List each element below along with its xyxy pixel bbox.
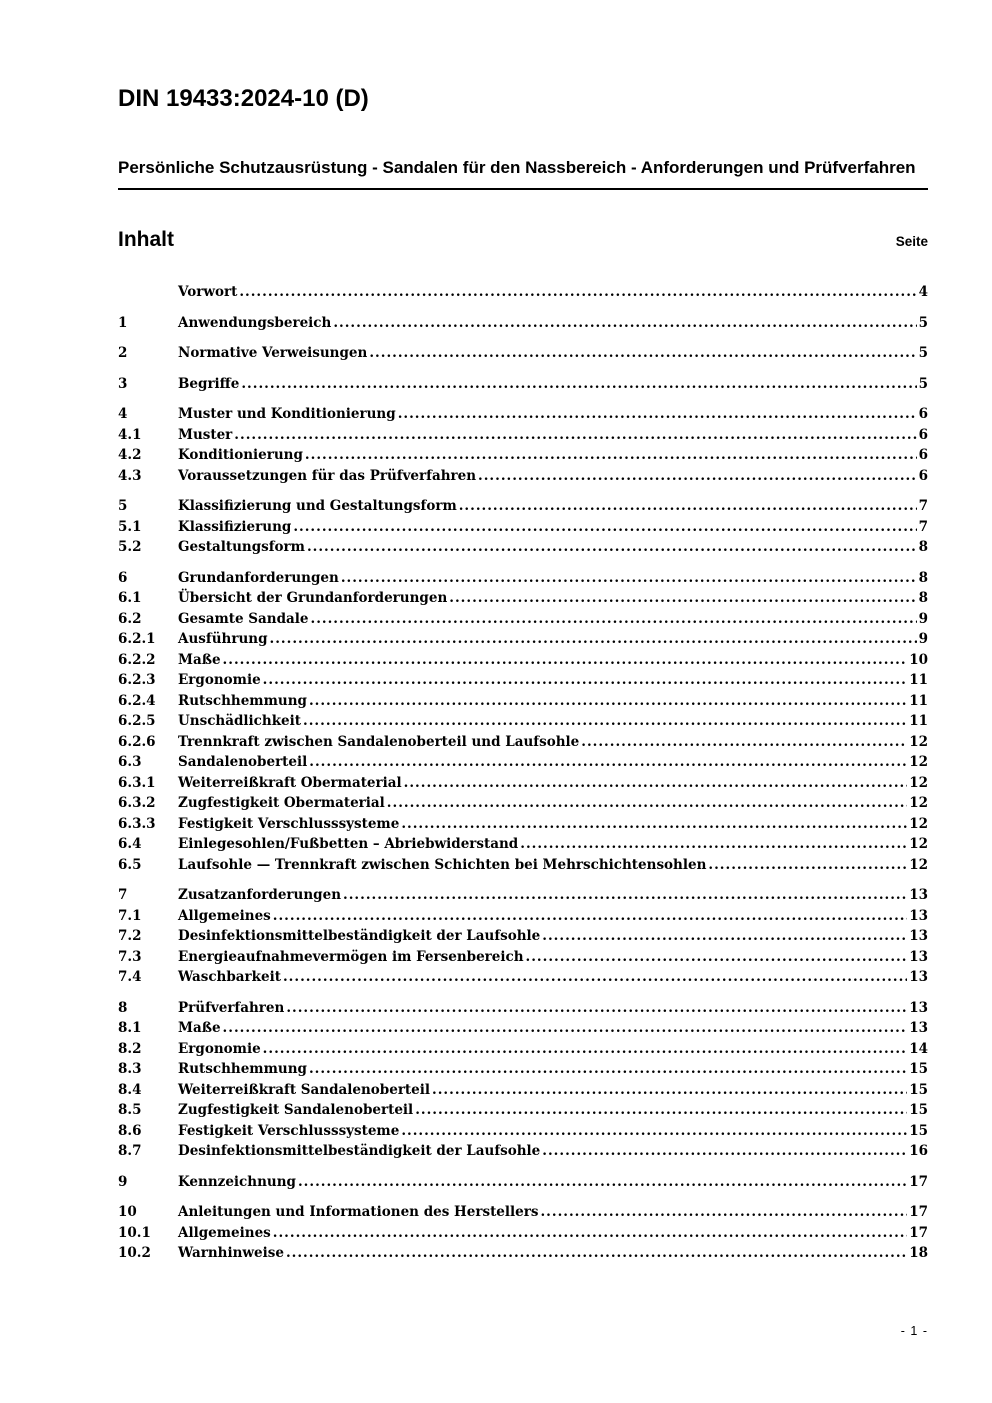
toc-entry	[118, 1141, 928, 1162]
toc-entry-number: 7.1	[118, 907, 142, 924]
toc-entry	[118, 752, 928, 773]
toc-entry-dot-leader	[283, 967, 907, 988]
toc-entry	[118, 588, 928, 609]
toc-entry-page: 17	[909, 1204, 928, 1221]
toc-entry-title: Anleitungen und Informationen des Herstellers	[178, 1204, 539, 1221]
toc-entry-number: 4.3	[118, 467, 142, 484]
toc-entry-page: 13	[909, 887, 928, 904]
toc-entry-page: 8	[918, 590, 928, 607]
toc-entry-page: 8	[918, 569, 928, 586]
toc-entry	[118, 568, 928, 589]
toc-entry-number: 8.3	[118, 1061, 142, 1078]
toc-entry-dot-leader	[343, 885, 907, 906]
toc-entry-dot-leader	[404, 773, 908, 794]
toc-entry-number: 8.2	[118, 1040, 142, 1057]
toc-entry-page: 11	[909, 692, 928, 709]
toc-entry	[118, 650, 928, 671]
toc-entry-dot-leader	[449, 588, 916, 609]
toc-entry	[118, 629, 928, 650]
toc-entry	[118, 313, 928, 334]
toc-entry-title: Allgemeines	[178, 907, 271, 924]
toc-entry	[118, 926, 928, 947]
toc-entry-number: 6.2.5	[118, 713, 156, 730]
toc-entry-title: Grundanforderungen	[178, 569, 339, 586]
toc-entry-number: 6.2.6	[118, 733, 156, 750]
toc-entry-dot-leader	[239, 282, 916, 303]
toc-entry-title: Sandalenoberteil	[178, 754, 308, 771]
toc-entry-dot-leader	[341, 568, 917, 589]
title-divider	[118, 188, 928, 190]
toc-entry	[118, 855, 928, 876]
toc-entry-title: Ergonomie	[178, 1040, 261, 1057]
toc-entry-title: Zugfestigkeit Obermaterial	[178, 795, 385, 812]
toc-entry-number: 8.5	[118, 1102, 142, 1119]
toc-entry-dot-leader	[298, 1172, 907, 1193]
toc-entry	[118, 691, 928, 712]
toc-entry-page: 16	[909, 1143, 928, 1160]
toc-entry-number: 6.2.4	[118, 692, 156, 709]
toc-entry	[118, 1100, 928, 1121]
toc-entry-title: Festigkeit Verschlusssysteme	[178, 1122, 400, 1139]
toc-entry	[118, 773, 928, 794]
toc-entry-dot-leader	[263, 1039, 908, 1060]
toc-entry-page: 17	[909, 1224, 928, 1241]
toc-entry-title: Zugfestigkeit Sandalenoberteil	[178, 1102, 414, 1119]
toc-entry	[118, 885, 928, 906]
toc-entry	[118, 1121, 928, 1142]
toc-entry-dot-leader	[307, 537, 917, 558]
toc-entry	[118, 425, 928, 446]
toc-entry	[118, 998, 928, 1019]
toc-entry-number: 4.2	[118, 447, 142, 464]
toc-entry-number: 3	[118, 375, 128, 392]
toc-entry-page: 15	[909, 1081, 928, 1098]
toc-entry-number: 6.2	[118, 610, 142, 627]
toc-entry	[118, 466, 928, 487]
toc-entry-page: 12	[909, 856, 928, 873]
toc-entry-dot-leader	[520, 834, 907, 855]
toc-entry	[118, 711, 928, 732]
table-of-contents	[118, 282, 928, 1264]
toc-entry-number: 5.2	[118, 539, 142, 556]
toc-entry-page: 15	[909, 1102, 928, 1119]
toc-entry-title: Konditionierung	[178, 447, 303, 464]
toc-entry-title: Voraussetzungen für das Prüfverfahren	[178, 467, 477, 484]
toc-entry	[118, 445, 928, 466]
toc-entry-title: Festigkeit Verschlusssysteme	[178, 815, 400, 832]
toc-entry	[118, 1080, 928, 1101]
toc-entry-number: 10.1	[118, 1224, 151, 1241]
toc-entry-number: 2	[118, 345, 128, 362]
toc-entry-title: Rutschhemmung	[178, 1061, 307, 1078]
toc-entry-dot-leader	[311, 609, 917, 630]
toc-entry-title: Weiterreißkraft Sandalenoberteil	[178, 1081, 431, 1098]
toc-entry-number: 6.3	[118, 754, 142, 771]
toc-entry-title: Einlegesohlen/Fußbetten – Abriebwiderstand	[178, 836, 519, 853]
toc-entry-title: Waschbarkeit	[178, 969, 281, 986]
toc-entry-page: 12	[909, 733, 928, 750]
toc-entry-page: 6	[918, 447, 928, 464]
toc-entry-number: 1	[118, 314, 128, 331]
toc-entry-title: Allgemeines	[178, 1224, 271, 1241]
toc-entry-number: 6.3.3	[118, 815, 156, 832]
toc-heading: Inhalt	[118, 228, 174, 252]
toc-entry-title: Begriffe	[178, 375, 240, 392]
toc-entry-title: Maße	[178, 651, 221, 668]
toc-entry	[118, 814, 928, 835]
toc-entry-number: 6	[118, 569, 128, 586]
toc-entry-dot-leader	[459, 496, 917, 517]
toc-entry-title: Klassifizierung	[178, 518, 292, 535]
toc-entry-number: 4	[118, 406, 128, 423]
toc-entry-title: Muster und Konditionierung	[178, 406, 396, 423]
toc-entry-dot-leader	[273, 906, 907, 927]
toc-entry	[118, 1059, 928, 1080]
toc-entry-dot-leader	[223, 650, 908, 671]
toc-entry-page: 9	[918, 631, 928, 648]
toc-entry-number: 5.1	[118, 518, 142, 535]
toc-entry-title: Desinfektionsmittelbeständigkeit der Laufsohle	[178, 928, 541, 945]
toc-entry-dot-leader	[234, 425, 916, 446]
toc-entry-page: 13	[909, 907, 928, 924]
toc-entry-dot-leader	[401, 1121, 907, 1142]
toc-entry-title: Prüfverfahren	[178, 999, 285, 1016]
toc-entry-page: 7	[918, 498, 928, 515]
toc-entry-number: 6.4	[118, 836, 142, 853]
toc-entry-page: 5	[918, 314, 928, 331]
toc-entry-page: 12	[909, 754, 928, 771]
toc-entry-title: Warnhinweise	[178, 1245, 284, 1262]
toc-entry-dot-leader	[309, 691, 907, 712]
toc-entry-page: 13	[909, 928, 928, 945]
toc-entry-page: 4	[918, 284, 928, 301]
toc-entry	[118, 609, 928, 630]
toc-entry	[118, 1223, 928, 1244]
toc-entry	[118, 404, 928, 425]
toc-entry-title: Weiterreißkraft Obermaterial	[178, 774, 402, 791]
toc-entry-number: 7.3	[118, 948, 142, 965]
toc-entry-dot-leader	[708, 855, 907, 876]
toc-entry-dot-leader	[305, 445, 917, 466]
toc-entry-title: Muster	[178, 426, 233, 443]
toc-entry-title: Trennkraft zwischen Sandalenoberteil und Laufsohle	[178, 733, 580, 750]
toc-entry-dot-leader	[263, 670, 908, 691]
toc-entry-title: Unschädlichkeit	[178, 713, 302, 730]
toc-entry-page: 5	[918, 375, 928, 392]
toc-entry-page: 13	[909, 999, 928, 1016]
toc-entry-number: 8.7	[118, 1143, 142, 1160]
toc-entry-number: 9	[118, 1173, 128, 1190]
toc-entry-number: 6.2.1	[118, 631, 156, 648]
toc-entry-number: 10	[118, 1204, 137, 1221]
toc-entry-dot-leader	[369, 343, 916, 364]
toc-entry-title: Kennzeichnung	[178, 1173, 296, 1190]
toc-entry	[118, 793, 928, 814]
toc-entry-dot-leader	[333, 313, 916, 334]
toc-entry-page: 15	[909, 1122, 928, 1139]
toc-entry-page: 12	[909, 774, 928, 791]
toc-entry-number: 8.6	[118, 1122, 142, 1139]
toc-entry-page: 17	[909, 1173, 928, 1190]
toc-entry-page: 12	[909, 815, 928, 832]
toc-entry-number: 6.3.2	[118, 795, 156, 812]
toc-entry-title: Übersicht der Grundanforderungen	[178, 590, 448, 607]
footer-page-number: - 1 -	[900, 1324, 928, 1338]
toc-entry-dot-leader	[286, 998, 907, 1019]
toc-entry-page: 13	[909, 969, 928, 986]
toc-entry-page: 11	[909, 713, 928, 730]
toc-entry-title: Vorwort	[178, 284, 238, 301]
toc-entry-title: Ausführung	[178, 631, 268, 648]
toc-entry-number: 8.1	[118, 1020, 142, 1037]
toc-entry-number: 6.2.2	[118, 651, 156, 668]
toc-entry	[118, 670, 928, 691]
toc-entry-page: 18	[909, 1245, 928, 1262]
toc-entry	[118, 967, 928, 988]
toc-entry-dot-leader	[542, 1141, 907, 1162]
toc-entry	[118, 282, 928, 303]
toc-entry-number: 5	[118, 498, 128, 515]
toc-header-row	[118, 228, 928, 252]
toc-entry-number: 10.2	[118, 1245, 151, 1262]
toc-entry-page: 12	[909, 836, 928, 853]
toc-entry	[118, 537, 928, 558]
toc-entry-dot-leader	[415, 1100, 907, 1121]
toc-entry-dot-leader	[401, 814, 907, 835]
toc-entry-page: 7	[918, 518, 928, 535]
toc-entry	[118, 1172, 928, 1193]
toc-entry-number: 7.2	[118, 928, 142, 945]
toc-entry	[118, 343, 928, 364]
toc-entry-title: Zusatzanforderungen	[178, 887, 342, 904]
toc-entry-page: 5	[918, 345, 928, 362]
toc-entry-title: Laufsohle — Trennkraft zwischen Schichten bei Mehrschichtensohlen	[178, 856, 707, 873]
toc-entry-number: 6.1	[118, 590, 142, 607]
toc-entry-title: Anwendungsbereich	[178, 314, 332, 331]
toc-entry-dot-leader	[273, 1223, 907, 1244]
toc-entry-title: Maße	[178, 1020, 221, 1037]
toc-entry-number: 7.4	[118, 969, 142, 986]
toc-entry-title: Klassifizierung und Gestaltungsform	[178, 498, 457, 515]
toc-entry-number: 6.2.3	[118, 672, 156, 689]
toc-entry-number: 7	[118, 887, 128, 904]
toc-entry-page: 14	[909, 1040, 928, 1057]
toc-page-column-label: Seite	[895, 234, 928, 250]
toc-entry	[118, 1039, 928, 1060]
toc-entry-title: Ergonomie	[178, 672, 261, 689]
toc-entry	[118, 1243, 928, 1264]
toc-entry-title: Rutschhemmung	[178, 692, 307, 709]
toc-entry-page: 12	[909, 795, 928, 812]
toc-entry	[118, 906, 928, 927]
toc-entry-page: 8	[918, 539, 928, 556]
toc-entry-title: Gesamte Sandale	[178, 610, 309, 627]
toc-entry-number: 8.4	[118, 1081, 142, 1098]
toc-entry	[118, 947, 928, 968]
toc-entry-dot-leader	[526, 947, 908, 968]
toc-entry-dot-leader	[309, 752, 907, 773]
toc-entry-dot-leader	[223, 1018, 908, 1039]
toc-entry	[118, 834, 928, 855]
toc-entry-number: 6.5	[118, 856, 142, 873]
document-number: DIN 19433:2024-10 (D)	[118, 85, 369, 112]
toc-entry-dot-leader	[241, 374, 916, 395]
toc-entry-dot-leader	[303, 711, 907, 732]
toc-entry-dot-leader	[581, 732, 907, 753]
toc-entry-dot-leader	[478, 466, 917, 487]
toc-entry-dot-leader	[540, 1202, 907, 1223]
toc-entry-page: 6	[918, 426, 928, 443]
toc-entry-number: 6.3.1	[118, 774, 156, 791]
toc-entry-title: Gestaltungsform	[178, 539, 305, 556]
toc-entry	[118, 496, 928, 517]
document-title: Persönliche Schutzausrüstung - Sandalen für den Nassbereich - Anforderungen und Prüfverfahren	[118, 158, 916, 178]
toc-entry-dot-leader	[387, 793, 907, 814]
toc-entry-page: 6	[918, 467, 928, 484]
toc-entry-dot-leader	[542, 926, 907, 947]
toc-entry	[118, 732, 928, 753]
toc-entry-page: 10	[909, 651, 928, 668]
toc-entry-dot-leader	[270, 629, 917, 650]
toc-entry	[118, 517, 928, 538]
toc-entry	[118, 1018, 928, 1039]
toc-entry-title: Energieaufnahmevermögen im Fersenbereich	[178, 948, 524, 965]
toc-entry-number: 4.1	[118, 426, 142, 443]
toc-entry-page: 9	[918, 610, 928, 627]
toc-entry-dot-leader	[309, 1059, 907, 1080]
toc-entry-number: 8	[118, 999, 128, 1016]
toc-entry-dot-leader	[432, 1080, 907, 1101]
toc-entry-page: 15	[909, 1061, 928, 1078]
toc-entry-page: 11	[909, 672, 928, 689]
toc-entry-title: Normative Verweisungen	[178, 345, 368, 362]
toc-entry-dot-leader	[398, 404, 917, 425]
toc-entry-title: Desinfektionsmittelbeständigkeit der Laufsohle	[178, 1143, 541, 1160]
toc-entry	[118, 1202, 928, 1223]
toc-entry-dot-leader	[293, 517, 916, 538]
toc-entry	[118, 374, 928, 395]
toc-entry-page: 13	[909, 1020, 928, 1037]
toc-entry-page: 6	[918, 406, 928, 423]
toc-entry-dot-leader	[286, 1243, 907, 1264]
toc-entry-page: 13	[909, 948, 928, 965]
